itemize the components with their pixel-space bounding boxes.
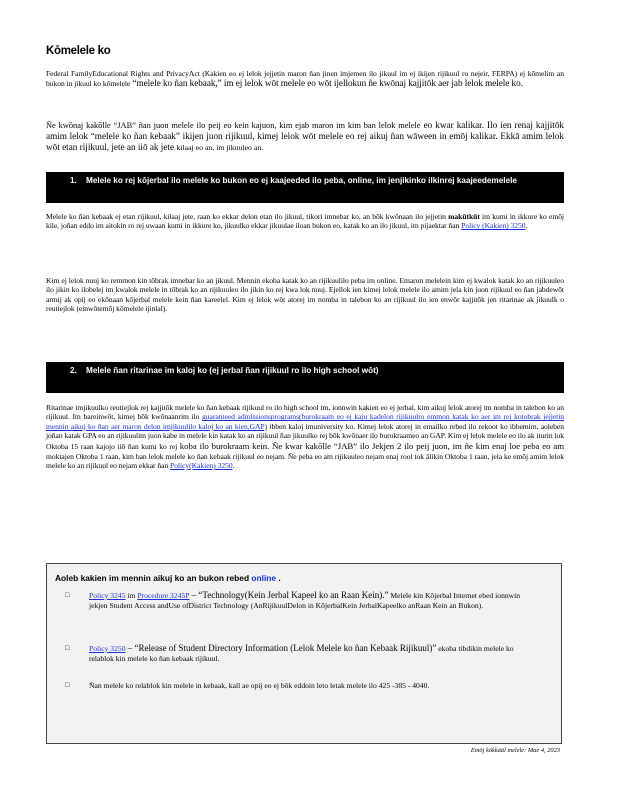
section-1-heading: Melele ko rej kōjerbal ilo melele ko bukon eo ej kaajeeded ilo peba, online, im jenjikinko ilkinrej kaajeedemelele (86, 176, 517, 185)
online-link[interactable]: online (251, 573, 277, 583)
section-2-heading-bar (46, 362, 564, 393)
opt-out-paragraph (46, 120, 564, 154)
resource-item-directory-text (65, 644, 535, 663)
technology-description: Melele kin Kōjerbal Internet ebed ionnwin jekjen Student Access andUse ofDistrict Technology (AnRijikuulDelon in KōjerbalKein JerbalKapeelko anRaan Kein an Bukon). (89, 591, 521, 610)
revision-date-footer: Emōj kōkkāāl melele: Mae 4, 2023 (470, 747, 560, 754)
directory-information-title: – “Release of Student Directory Information (Lelok Melele ko ñan Kebaak Rijikuul)” (125, 643, 437, 653)
section-1-text: Melele ko ñan kebaak ej etan rijikuul, kilaaj jete, raan ko ekkar delon etan ilo jikuul, tikori imnebar ko, an bōk kwōnaan ilo jejjetin (46, 212, 449, 221)
intro-paragraph (46, 69, 564, 89)
resources-box-title (55, 573, 281, 583)
resources-box (46, 563, 562, 744)
intro-text-emphasis: “melele ko ñan kebaak,” im ej lelok wōt melele eo wōt ijellokun ñe kwōnaj kajjitōk aer jab lelok melele ko. (130, 78, 523, 89)
intro-text: Federal FamilyEducational Rights and PrivacyAct (Kakien eo ej lelok jejjetin maron ñan jinen imjemen ilo jikuul im ej ikijen rijikuul ro nejeir, FERPA) ej kōmelim an bukon in jikuul ko kōmelele (46, 69, 564, 89)
resources-title-suffix: . (276, 573, 281, 583)
procedure-3245p-link[interactable]: Procedure 3245P (137, 591, 190, 600)
section-2-paragraph: Ritarinae imjikuulko reutiejlok rej kajjitōk melele ko ñan kebaak rijikuul ro ilo high school im, ionnwin kakien eo ej jerbal, kim aikuj lelok atorej im nomba in talebon ko an rijikuul. Im bareinwōt, kimej bōk kwōnaanrim ilo guaranteed admissionsprograms(burokraam eo ej kaju kadelon rijikuulro emmon katak ko aer im rej kotobrak jejjetin mennin aikuj ko ñan aer maron delon imjikuulilo kaloj ko an kien,GAP) ibben kaloj imuniversity ko. Kimej lelok atorej in emailko rebed ilo rekoot ko ibbemim, aoleben joñan katak GPA eo an rijikuulim juon kabe in melele kin katak ko an rijikuul ñan jikuulko rej bōk kwōnaer ilo burokraameo an GAP. Kim ej lelok melele eo ilo ak iturin lok Oktoba 15 raan kajojo iiō ñan kumi ko rej koba ilo burokraam kein. Ñe kwar kakōlle “JAB” ilo Jekjen 2 ilo peij juon, im ñe kim enaj loe peba eo am moktajen Oktoba 1 raan, kim ban lelok melele ko ñan kebaak rijikuul eo nejam. Ñe peba eo am rijikuuleo nejam enaj rool tok ālikin Oktoba 1 raan, jela ke emōj amim lelok melele ko an rijikuul eo nejam ekkar ñan Policy(Kakien) 3250. (46, 403, 565, 471)
resource-item-contact (65, 681, 535, 691)
section-1-paragraph-1: Melele ko ñan kebaak ej etan rijikuul, kilaaj jete, raan ko ekkar delon etan ilo jikuul, tikori imnebar ko, an bōk kwōnaan ilo jejjetin makūtkūt im kumi in ikkure ko emōj kile, joñan eddo im aitokin ro rej uwaan kumi in ikkure ko, jikuulko ekkar jikuulae iloan bukon eo, katak ko an ilo jikuul, im pijaektar ñan Policy (Kakien) 3250. (46, 212, 564, 231)
resource-item-connector: im (125, 591, 138, 600)
section-2-number: 2. (70, 366, 77, 375)
directory-information-description: ekoba tibdikin melele ko relablok kin melele ko ñan kebaak rijikuul. (89, 644, 514, 663)
section-2-text-b: ibben kaloj imuniversity ko. Kimej lelok atorej in emailko rebed ilo rekoot ko ibbemim, aoleben joñan katak GPA eo an rijikuulim juon kabe in melele kin katak ko an rijikuul ñan jikuulko rej bōk kwōnaer ilo burokraameo an GAP. Kim ej lelok melele eo ilo ak iturin lok Oktoba 15 raan kajojo iiō ñan kumi ko rej (46, 421, 564, 451)
section-1-paragraph-2: Kim ej lelok nuuj ko remmon kin tōbrak imnebar ko an jikuul. Mennin ekoba katak ko an rijikuulilo peba im online. Emaron melelein kim ej kwalok katak ko an rijikuuleo ilo jikin ko ilobelej im kwalok melele in tōbrak ko an rijikuuleo ilo jikin ko rej kwa lok nuuj. Ejellok ien kimej lelok melele ilo amim jela kin juon rijikuul eo ñan jabdewōt armij ak opij eo ekōnaan kōjerbal melele kein ñan kareelel. Kim ej lelok wōt atorej im nomba in talebon ko an rijikuul ilo ien enwōr kajjitōk jen ritarinae ak jikuulk o reutiejlok (einwōtemōj kōmelele ijinlal). (46, 276, 564, 314)
technology-title: – “Technology(Kein Jerbal Kapeel ko an Raan Kein).” (189, 590, 389, 600)
opt-out-line-4: kilaaj eo an, im jikuuleo an. (176, 143, 264, 153)
resource-item-technology (65, 591, 535, 610)
policy-3250-box-link[interactable]: Policy 3250 (89, 644, 126, 653)
section-1-text-continued: im kumi in ikkure ko emōj kile, joñan eddo im aitokin ro rej uwaan kumi in ikkure ko, jikuulko ekkar jikuulae iloan bukon eo, katak ko an ilo jikuul, im pijaektar ñan (46, 212, 564, 231)
guaranteed-admissions-link[interactable]: guaranteed admissionsprograms(burokraam eo ej kaju kadelon rijikuulro emmon katak ko aer im rej kotobrak jejjetin mennin aikuj ko ñan aer maron delon imjikuulilo kaloj ko an kien,GAP) (46, 412, 564, 431)
section-2-text-emphasis: koba ilo burokraam kein. Ñe kwar kakōlle “JAB” ilo Jekjen 2 ilo peij juon, im ñe kim enaj loe peba eo am (179, 440, 565, 451)
resource-item-technology-text (65, 591, 535, 610)
policy-3250-link-2[interactable]: Policy(Kakien) 3250 (170, 461, 233, 471)
policy-3250-link[interactable]: Policy (Kakien) 3250 (461, 221, 526, 231)
page-title: Kōmelele ko (46, 45, 111, 57)
checkbox-bullet-icon: □ (65, 644, 70, 652)
resources-title-text: Aoleb kakien im mennin aikuj ko an bukon rebed (55, 573, 252, 583)
section-2-text-a: Ritarinae imjikuulko reutiejlok rej kajjitōk melele ko ñan kebaak rijikuul ro ilo high school im, ionnwin kakien eo ej jerbal, kim aikuj lelok atorej im nomba in talebon ko an rijikuul. Im bareinwōt, kimej bōk kwōnaanrim ilo (46, 403, 564, 422)
resource-item-contact-text: Ñan melele ko relablok kin melele in kebaak, kall ae opij eo ej bōk eddoin leto letak melele ilo 425 -385 - 4040. (89, 681, 430, 690)
opt-out-line-2: eo kwar kalikar. Ilo ien renaj kajjitōk amim lelok “melele ko ñan kebaak” ikijen juon rijikuul, kimej lelok (46, 120, 565, 142)
resource-item-directory-information (65, 644, 535, 663)
opt-out-line-1: Ñe kwōnaj kakōlle “JAB” ñan juon melele ilo peij eo kein kajuon, kim ejab maron im kim ban lelok melele (46, 121, 421, 130)
section-2-heading: Melele ñan ritarinae im kaloj ko (ej jerbal ñan rijikuul ro ilo high school wōt) (86, 366, 379, 375)
checkbox-bullet-icon: □ (65, 681, 70, 689)
checkbox-bullet-icon: □ (65, 591, 70, 599)
section-1-bold-term: makūtkūt (448, 212, 480, 221)
policy-3245-link[interactable]: Policy 3245 (89, 591, 126, 600)
section-2-text-c: moktajen Oktoba 1 raan, kim ban lelok melele ko ñan kebaak rijikuul eo nejam. Ñe peba eo am rijikuuleo nejam enaj rool tok ālikin Oktoba 1 raan, jela ke emōj amim lelok melele ko an rijikuul eo nejam ekkar ñan (46, 451, 564, 471)
section-1-heading-bar (46, 172, 564, 203)
opt-out-line-3: wōt melele eo rej aikuj ñan wāween in emōj kalikar. Ekkā amim lelok wōt etan rijikuul, jete an iiō ak jete (46, 131, 564, 153)
section-1-number: 1. (70, 176, 77, 185)
